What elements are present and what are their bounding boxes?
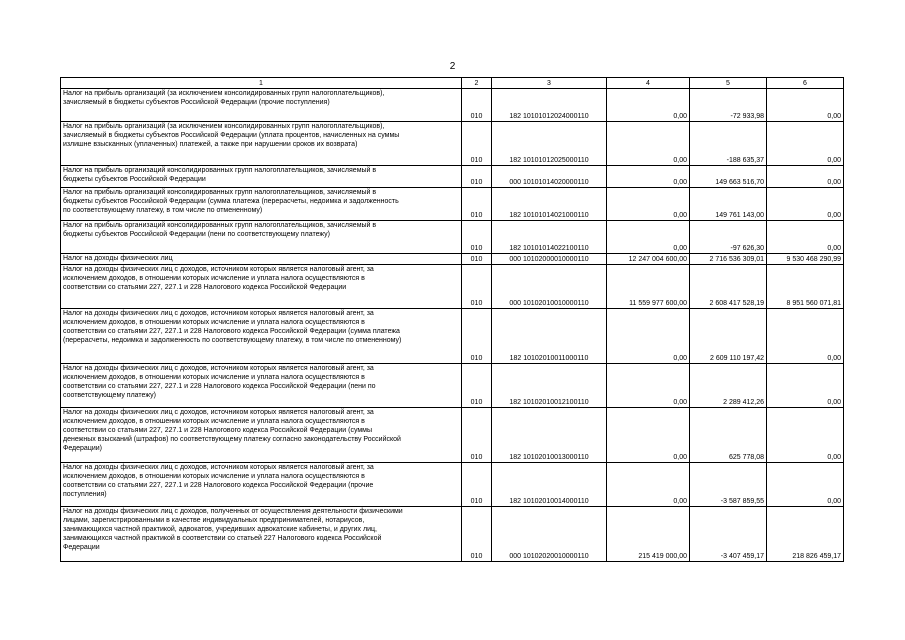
row-col5: 149 663 516,70: [690, 166, 767, 188]
row-name: Налог на прибыль организаций (за исключением консолидированных групп налогоплательщиков), зачисляемый в бюджеты субъектов Российской Федерации (прочие поступления): [61, 89, 462, 122]
row-col4: 11 559 977 600,00: [607, 265, 690, 309]
table-row: [61, 507, 844, 562]
row-col6: 218 826 459,17: [767, 507, 844, 562]
row-col5: 149 761 143,00: [690, 188, 767, 221]
row-col4: 0,00: [607, 188, 690, 221]
row-name: Налог на прибыль организаций консолидированных групп налогоплательщиков, зачисляемый в бюджеты субъектов Российской Федерации (сумма платежа (перерасчеты, недоимка и задолженность по соответствующему платежу, в том числе по отмененному): [61, 188, 462, 221]
row-col6: 0,00: [767, 89, 844, 122]
row-col5: 625 778,08: [690, 408, 767, 463]
row-col4: 0,00: [607, 122, 690, 166]
row-code: 010: [462, 408, 492, 463]
page-number: 2: [449, 61, 456, 72]
row-col6: 0,00: [767, 188, 844, 221]
report-table: [60, 77, 844, 562]
table-row: [61, 166, 844, 188]
row-code: 010: [462, 309, 492, 364]
row-code: 010: [462, 364, 492, 408]
row-col6: 0,00: [767, 122, 844, 166]
row-name: Налог на доходы физических лиц с доходов, источником которых является налоговый агент, за исключением доходов, в отношении которых исчисление и уплата налога осуществляются в соответствии со статьями 227, 227.1 и 228 Налогового кодекса Российской Федерации (прочие поступления): [61, 463, 462, 507]
table-row: [61, 364, 844, 408]
row-col5: 2 289 412,26: [690, 364, 767, 408]
row-col4: 0,00: [607, 364, 690, 408]
row-kbk: 182 10102010013000110: [492, 408, 607, 463]
row-col5: -97 626,30: [690, 221, 767, 254]
row-kbk: 000 10102020010000110: [492, 507, 607, 562]
row-code: 010: [462, 188, 492, 221]
row-kbk: 000 10102010010000110: [492, 265, 607, 309]
row-kbk: 000 10102000010000110: [492, 254, 607, 265]
row-code: 010: [462, 507, 492, 562]
row-kbk: 182 10102010011000110: [492, 309, 607, 364]
row-name: Налог на доходы физических лиц с доходов, полученных от осуществления деятельности физическими лицами, зарегистрированными в качестве индивидуальных предпринимателей, нотариусов, занимающихся частной практикой, адвокатов, учредивших адвокатские кабинеты, и других лиц, занимающихся частной практикой в соответствии со статьей 227 Налогового кодекса Российской Федерации: [61, 507, 462, 562]
row-col4: 0,00: [607, 408, 690, 463]
row-code: 010: [462, 254, 492, 265]
row-col5: 2 716 536 309,01: [690, 254, 767, 265]
row-col5: -3 407 459,17: [690, 507, 767, 562]
row-col5: -72 933,98: [690, 89, 767, 122]
row-col5: 2 609 110 197,42: [690, 309, 767, 364]
row-kbk: 182 10102010012100110: [492, 364, 607, 408]
row-col5: -188 635,37: [690, 122, 767, 166]
row-name: Налог на доходы физических лиц с доходов, источником которых является налоговый агент, за исключением доходов, в отношении которых исчисление и уплата налога осуществляются в соответствии со статьями 227, 227.1 и 228 Налогового кодекса Российской Федерации: [61, 265, 462, 309]
row-col4: 0,00: [607, 166, 690, 188]
header-cell-1: 1: [61, 78, 462, 89]
row-name: Налог на доходы физических лиц с доходов, источником которых является налоговый агент, за исключением доходов, в отношении которых исчисление и уплата налога осуществляются в соответствии со статьями 227, 227.1 и 228 Налогового кодекса Российской Федерации (пени по соответствующему платежу): [61, 364, 462, 408]
row-name: Налог на доходы физических лиц с доходов, источником которых является налоговый агент, за исключением доходов, в отношении которых исчисление и уплата налога осуществляются в соответствии со статьями 227, 227.1 и 228 Налогового кодекса Российской Федерации (сумма платежа (перерасчеты, недоимка и задолженность по соответствующему платежу, в том числе по отмененному): [61, 309, 462, 364]
row-col6: 0,00: [767, 364, 844, 408]
row-name: Налог на доходы физических лиц: [61, 254, 462, 265]
header-cell-6: 6: [767, 78, 844, 89]
row-code: 010: [462, 221, 492, 254]
table-row: [61, 89, 844, 122]
row-name: Налог на прибыль организаций (за исключением консолидированных групп налогоплательщиков), зачисляемый в бюджеты субъектов Российской Федерации (уплата процентов, начисленных на суммы излишне взысканных (уплаченных) платежей, а также при нарушении сроков их возврата): [61, 122, 462, 166]
row-col6: 0,00: [767, 166, 844, 188]
row-name: Налог на прибыль организаций консолидированных групп налогоплательщиков, зачисляемый в бюджеты субъектов Российской Федерации (пени по соответствующему платежу): [61, 221, 462, 254]
row-name: Налог на прибыль организаций консолидированных групп налогоплательщиков, зачисляемый в бюджеты субъектов Российской Федерации: [61, 166, 462, 188]
row-code: 010: [462, 89, 492, 122]
table-row: [61, 265, 844, 309]
table-row: [61, 188, 844, 221]
table-row: [61, 221, 844, 254]
row-col6: 9 530 468 290,99: [767, 254, 844, 265]
row-col4: 12 247 004 600,00: [607, 254, 690, 265]
row-code: 010: [462, 265, 492, 309]
row-col4: 0,00: [607, 309, 690, 364]
row-col6: 0,00: [767, 408, 844, 463]
row-col4: 215 419 000,00: [607, 507, 690, 562]
row-kbk: 182 10101012025000110: [492, 122, 607, 166]
table-row: [61, 463, 844, 507]
table-row: [61, 122, 844, 166]
row-kbk: 000 10101014020000110: [492, 166, 607, 188]
row-col6: 0,00: [767, 463, 844, 507]
row-kbk: 182 10101014021000110: [492, 188, 607, 221]
row-name: Налог на доходы физических лиц с доходов, источником которых является налоговый агент, за исключением доходов, в отношении которых исчисление и уплата налога осуществляются в соответствии со статьями 227, 227.1 и 228 Налогового кодекса Российской Федерации (суммы денежных взысканий (штрафов) по соответствующему платежу согласно законодательству Российской Федерации): [61, 408, 462, 463]
row-col6: 0,00: [767, 309, 844, 364]
row-col5: 2 608 417 528,19: [690, 265, 767, 309]
row-code: 010: [462, 122, 492, 166]
table-row: [61, 254, 844, 265]
row-kbk: 182 10102010014000110: [492, 463, 607, 507]
row-col4: 0,00: [607, 89, 690, 122]
row-col4: 0,00: [607, 221, 690, 254]
header-cell-3: 3: [492, 78, 607, 89]
row-kbk: 182 10101014022100110: [492, 221, 607, 254]
row-col6: 0,00: [767, 221, 844, 254]
header-cell-4: 4: [607, 78, 690, 89]
table-row: [61, 408, 844, 463]
header-cell-2: 2: [462, 78, 492, 89]
header-row: [61, 78, 844, 89]
row-code: 010: [462, 166, 492, 188]
row-code: 010: [462, 463, 492, 507]
row-col4: 0,00: [607, 463, 690, 507]
row-col5: -3 587 859,55: [690, 463, 767, 507]
header-cell-5: 5: [690, 78, 767, 89]
row-kbk: 182 10101012024000110: [492, 89, 607, 122]
row-col6: 8 951 560 071,81: [767, 265, 844, 309]
table-row: [61, 309, 844, 364]
